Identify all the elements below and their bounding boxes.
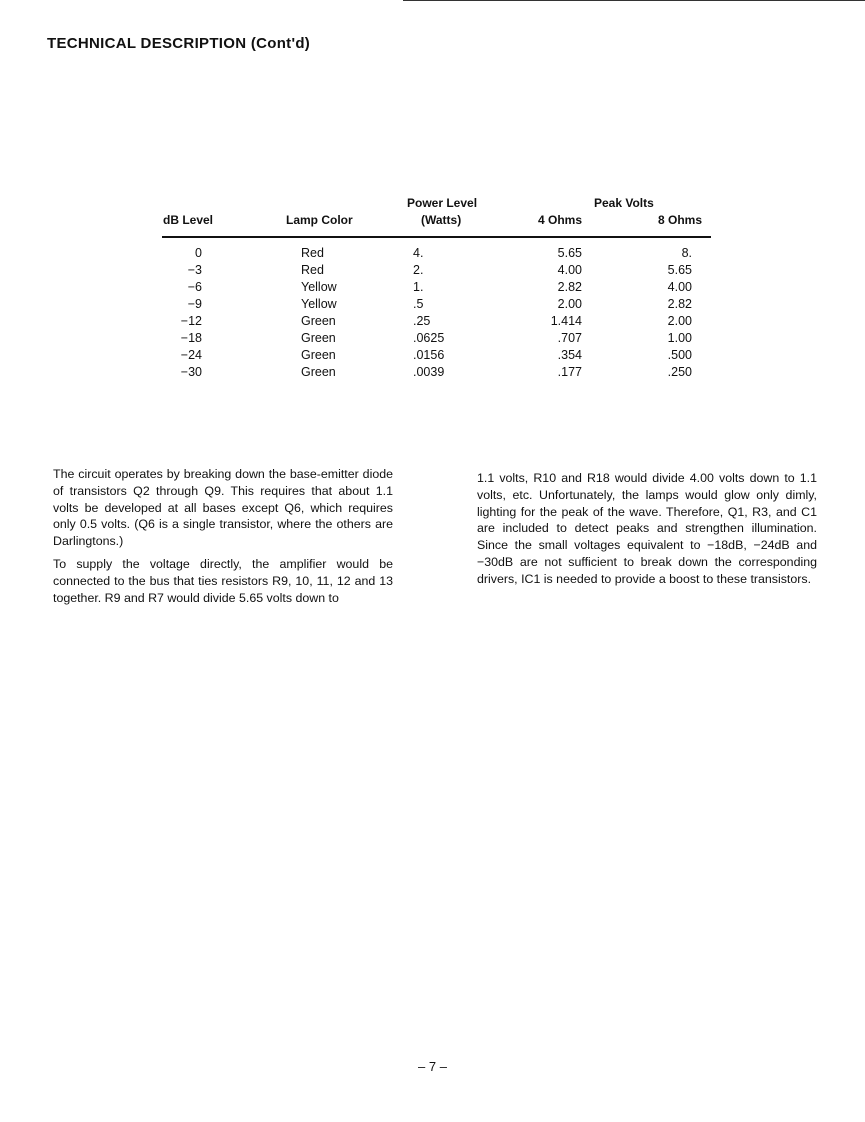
table-row — [162, 348, 711, 365]
cell-db-level: −30 — [180, 365, 202, 379]
cell-power-level: .0625 — [413, 331, 445, 345]
body-paragraph: The circuit operates by breaking down the base-emitter diode of transistors Q2 through Q9. This requires that about 1.1 volts be developed at all bases except Q6, which requires only 0.5 volts. (Q6 is a single transistor, where the others are Darlingtons.) — [53, 467, 393, 549]
cell-peak-volts-8-ohms: .250 — [667, 365, 692, 379]
page-title: TECHNICAL DESCRIPTION (Cont'd) — [47, 35, 311, 52]
cell-peak-volts-4-ohms: 2.82 — [557, 280, 582, 294]
header-db-level: dB Level — [163, 213, 214, 227]
top-rule — [403, 0, 865, 1]
cell-peak-volts-4-ohms: .177 — [557, 365, 582, 379]
cell-peak-volts-4-ohms: .354 — [557, 348, 582, 362]
body-paragraph: To supply the voltage directly, the amplifier would be connected to the bus that ties resistors R9, 10, 11, 12 and 13 together. R9 and R7 would divide 5.65 volts down to — [53, 556, 393, 605]
cell-db-level: −24 — [180, 348, 202, 362]
cell-db-level: 0 — [195, 246, 202, 260]
cell-db-level: −18 — [180, 331, 202, 345]
page-number: – 7 – — [418, 1059, 447, 1074]
table-row — [162, 280, 711, 297]
body-column-right — [477, 470, 817, 594]
cell-power-level: .0156 — [413, 348, 445, 362]
cell-lamp-color: Red — [301, 246, 324, 260]
cell-power-level: .25 — [413, 314, 431, 328]
cell-lamp-color: Yellow — [301, 280, 337, 294]
table-row — [162, 297, 711, 314]
cell-peak-volts-8-ohms: .500 — [667, 348, 692, 362]
data-table — [162, 246, 711, 382]
cell-peak-volts-4-ohms: 5.65 — [557, 246, 582, 260]
cell-db-level: −12 — [180, 314, 202, 328]
header-8-ohms: 8 Ohms — [658, 213, 703, 227]
cell-peak-volts-8-ohms: 4.00 — [667, 280, 692, 294]
table-row — [162, 246, 711, 263]
cell-power-level: 2. — [413, 263, 424, 277]
header-4-ohms: 4 Ohms — [538, 213, 583, 227]
table-rule — [162, 236, 711, 238]
cell-peak-volts-4-ohms: .707 — [557, 331, 582, 345]
header-peak-volts: Peak Volts — [594, 196, 654, 210]
cell-peak-volts-8-ohms: 8. — [681, 246, 692, 260]
cell-peak-volts-8-ohms: 5.65 — [667, 263, 692, 277]
header-power-unit: (Watts) — [421, 213, 462, 227]
body-column-left — [53, 466, 393, 612]
cell-lamp-color: Red — [301, 263, 324, 277]
cell-lamp-color: Green — [301, 348, 336, 362]
table-row — [162, 263, 711, 280]
cell-lamp-color: Yellow — [301, 297, 337, 311]
cell-lamp-color: Green — [301, 331, 336, 345]
cell-db-level: −3 — [187, 263, 202, 277]
cell-power-level: .0039 — [413, 365, 445, 379]
cell-db-level: −6 — [187, 280, 202, 294]
table-row — [162, 314, 711, 331]
cell-power-level: 1. — [413, 280, 424, 294]
cell-peak-volts-8-ohms: 1.00 — [667, 331, 692, 345]
cell-peak-volts-4-ohms: 2.00 — [557, 297, 582, 311]
cell-db-level: −9 — [187, 297, 202, 311]
body-paragraph: 1.1 volts, R10 and R18 would divide 4.00 volts down to 1.1 volts, etc. Unfortunately, the lamps would glow only dimly, lighting for the peak of the wave. Therefore, Q1, R3, and C1 are included to detect peaks and strengthen illumination. Since the small voltages equivalent to −18dB, −24dB and −30dB are not sufficient to break down the corresponding drivers, IC1 is needed to provide a boost to these transistors. — [477, 471, 817, 586]
cell-power-level: .5 — [413, 297, 424, 311]
cell-peak-volts-4-ohms: 4.00 — [557, 263, 582, 277]
table-row — [162, 331, 711, 348]
cell-lamp-color: Green — [301, 314, 336, 328]
header-power-level: Power Level — [407, 196, 478, 210]
cell-lamp-color: Green — [301, 365, 336, 379]
cell-peak-volts-8-ohms: 2.00 — [667, 314, 692, 328]
cell-power-level: 4. — [413, 246, 424, 260]
cell-peak-volts-4-ohms: 1.414 — [550, 314, 582, 328]
table-row — [162, 365, 711, 382]
header-lamp-color: Lamp Color — [286, 213, 353, 227]
cell-peak-volts-8-ohms: 2.82 — [667, 297, 692, 311]
